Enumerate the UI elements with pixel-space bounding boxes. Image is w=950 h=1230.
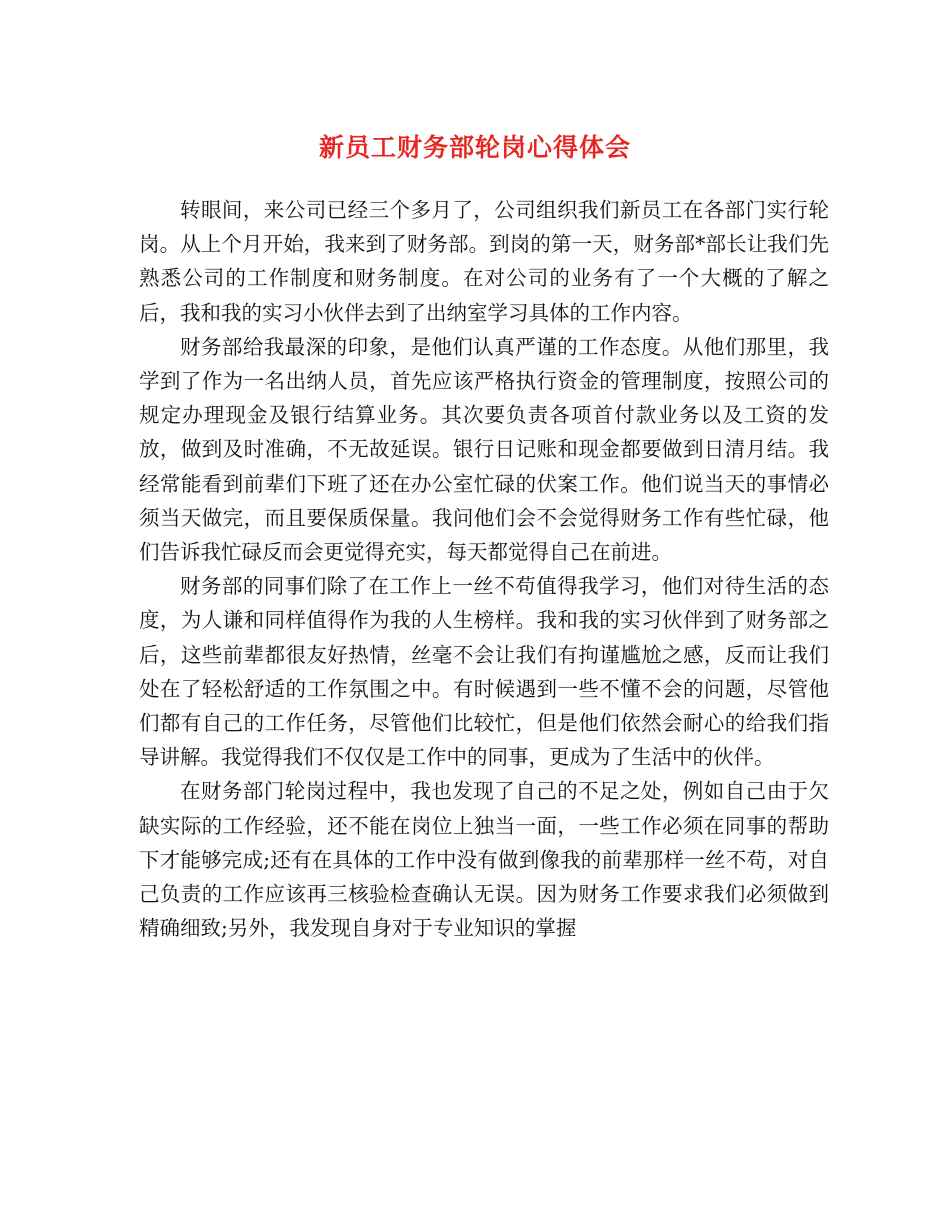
paragraph: 财务部给我最深的印象，是他们认真严谨的工作态度。从他们那里，我学到了作为一名出纳人员，首先应该严格执行资金的管理制度，按照公司的规定办理现金及银行结算业务。其次要负责各项首付款业务以及工资的发放，做到及时准确，不无故延误。银行日记账和现金都要做到日清月结。我经常能看到前辈们下班了还在办公室忙碌的伏案工作。他们说当天的事情必须当天做完，而且要保质保量。我问他们会不会觉得财务工作有些忙碌，他们告诉我忙碌反而会更觉得充实，每天都觉得自己在前进。 xyxy=(139,334,829,565)
paragraph: 财务部的同事们除了在工作上一丝不苟值得我学习，他们对待生活的态度，为人谦和同样值得作为我的人生榜样。我和我的实习伙伴到了财务部之后，这些前辈都很友好热情，丝毫不会让我们有拘谨尴尬之感，反而让我们处在了轻松舒适的工作氛围之中。有时候遇到一些不懂不会的问题，尽管他们都有自己的工作任务，尽管他们比较忙，但是他们依然会耐心的给我们指导讲解。我觉得我们不仅仅是工作中的同事，更成为了生活中的伙伴。 xyxy=(139,574,829,770)
paragraph: 在财务部门轮岗过程中，我也发现了自己的不足之处，例如自己由于欠缺实际的工作经验，还不能在岗位上独当一面，一些工作必须在同事的帮助下才能够完成;还有在具体的工作中没有做到像我的前辈那样一丝不苟，对自己负责的工作应该再三核验检查确认无误。因为财务工作要求我们必须做到精确细致;另外，我发现自身对于专业知识的掌握 xyxy=(139,779,829,941)
document-title: 新员工财务部轮岗心得体会 xyxy=(318,133,631,162)
paragraph: 转眼间，来公司已经三个多月了，公司组织我们新员工在各部门实行轮岗。从上个月开始，我来到了财务部。到岗的第一天，财务部*部长让我们先熟悉公司的工作制度和财务制度。在对公司的业务有了一个大概的了解之后，我和我的实习小伙伴去到了出纳室学习具体的工作内容。 xyxy=(139,198,829,325)
document-body xyxy=(139,193,829,945)
